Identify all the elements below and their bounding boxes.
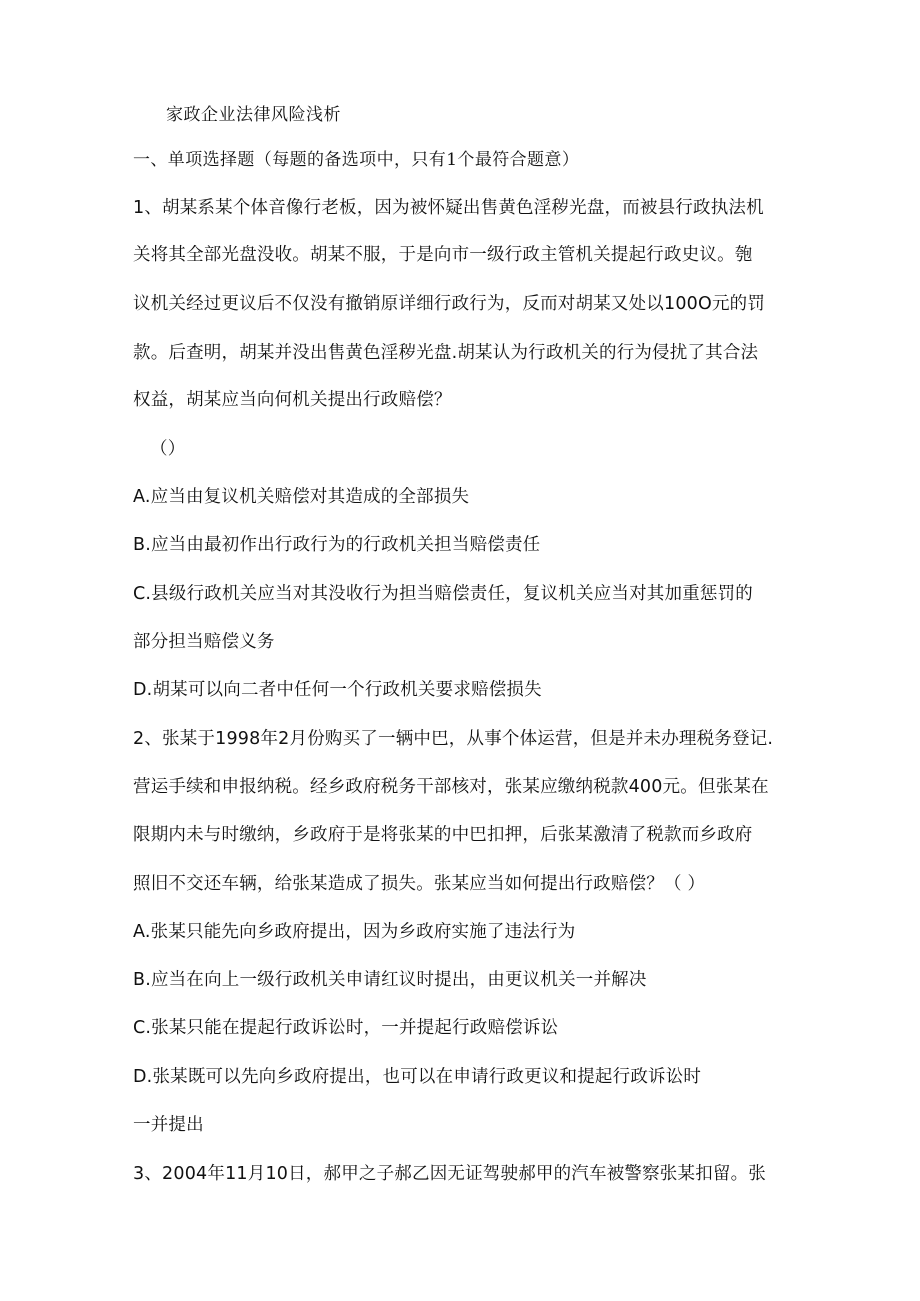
answer-blank: （） bbox=[150, 439, 186, 459]
question-1-line-3: 议机关经过更议后不仅没有撤销原详细行政行为，反而对胡某又处以100O元的罚 bbox=[133, 294, 766, 314]
question-2-line-1: 2、张某于1998年2月份购买了一辆中巴，从事个体运营，但是并未办理税务登记. bbox=[133, 729, 774, 749]
question-2-option-b: B.应当在向上一级行政机关申请红议时提出，由更议机关一并解决 bbox=[133, 970, 647, 990]
question-1-option-c-cont: 部分担当赔偿义务 bbox=[133, 632, 275, 652]
question-1-line-5: 权益，胡某应当向何机关提出行政赔偿？ bbox=[133, 390, 452, 410]
document-title: 家政企业法律风险浅析 bbox=[166, 105, 341, 125]
question-1-option-a: A.应当由复议机关赔偿对其造成的全部损失 bbox=[133, 487, 470, 507]
question-1-line-2: 关将其全部光盘没收。胡某不服，于是向市一级行政主管机关提起行政史议。匏 bbox=[133, 245, 753, 265]
question-1-option-b: B.应当由最初作出行政行为的行政机关担当赔偿责任 bbox=[133, 535, 541, 555]
question-2-line-2: 营运手续和申报纳税。经乡政府税务干部核对，张某应缴纳税款400元。但张某在 bbox=[133, 777, 769, 797]
question-2-option-a: A.张某只能先向乡政府提出，因为乡政府实施了违法行为 bbox=[133, 922, 576, 942]
question-1-line-1: 1、胡某系某个体音像行老板，因为被怀疑出售黄色淫秽光盘，而被县行政执法机 bbox=[133, 198, 764, 218]
question-1-option-d: D.胡某可以向二者中任何一个行政机关要求赔偿损失 bbox=[133, 680, 542, 700]
question-1-option-c: C.县级行政机关应当对其没收行为担当赔偿责任，复议机关应当对其加重惩罚的 bbox=[133, 584, 753, 604]
question-1-line-4: 款。后查明，胡某并没出售黄色淫秽光盘.胡某认为行政机关的行为侵扰了其合法 bbox=[133, 343, 759, 363]
question-2-line-3: 限期内未与时缴纳，乡政府于是将张某的中巴扣押，后张某激清了税款而乡政府 bbox=[133, 825, 753, 845]
question-2-line-4: 照旧不交还车辆，给张某造成了损失。张某应当如何提出行政赔偿？（ ） bbox=[133, 874, 706, 894]
question-3-line-1: 3、2004年11月10日，郝甲之子郝乙因无证驾驶郝甲的汽车被警察张某扣留。张 bbox=[133, 1164, 767, 1184]
question-2-option-d: D.张某既可以先向乡政府提出，也可以在申请行政更议和提起行政诉讼时 bbox=[133, 1067, 702, 1087]
question-2-option-c: C.张某只能在提起行政诉讼时，一并提起行政赔偿诉讼 bbox=[133, 1018, 559, 1038]
section-heading: 一、单项选择题（每题的备选项中，只有1个最符合题意） bbox=[133, 150, 580, 170]
question-2-option-d-cont: 一并提出 bbox=[133, 1115, 204, 1135]
